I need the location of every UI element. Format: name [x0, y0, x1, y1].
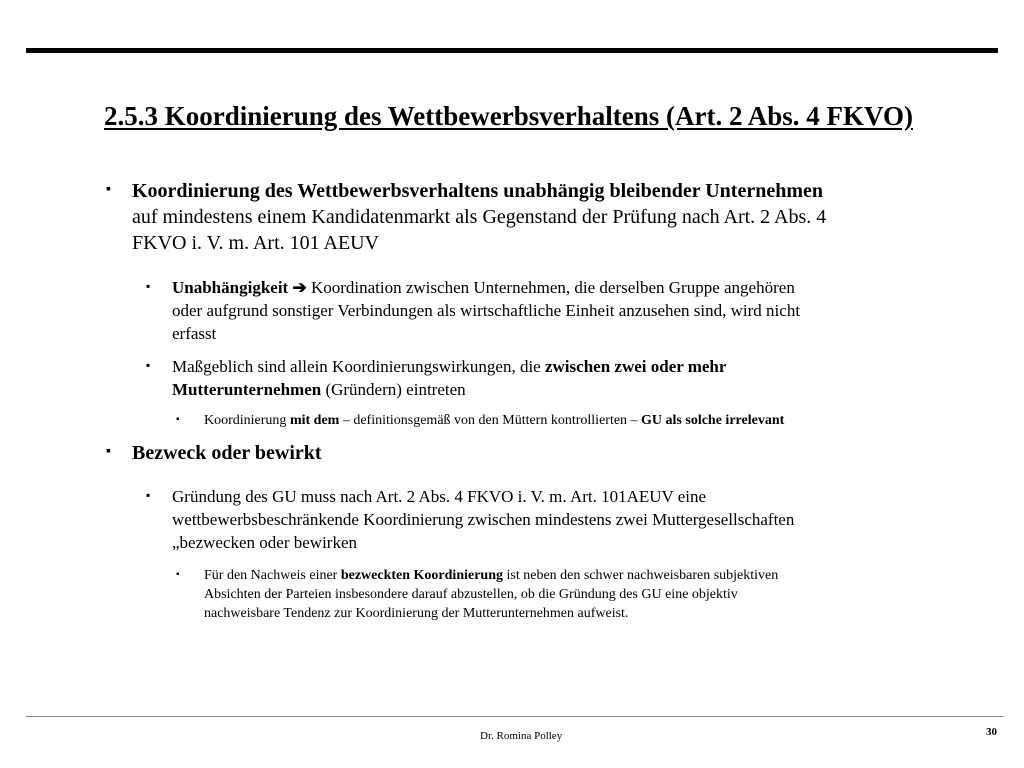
- bullet-square-icon: ▪: [106, 182, 111, 197]
- footer-author: Dr. Romina Polley: [480, 730, 563, 742]
- bullet-square-icon: ▪: [106, 444, 111, 459]
- bullet-item-7: ▪ Für den Nachweis einer bezweckten Koordinierung ist neben den schwer nachweisbaren subjektiven Absichten der Parteien insbesondere darauf abzustellen, ob die Gründung des GU eine objektiv nachweisbare Tendenz zur Koordinierung der Mutterunternehmen aufweist.: [176, 568, 779, 621]
- bullet-square-icon: ▪: [146, 488, 151, 502]
- bullet-item-1: ▪ Koordinierung des Wettbewerbsverhaltens unabhängig bleibender Unternehmen auf mindestens einem Kandidatenmarkt als Gegenstand der Prüfung nach Art. 2 Abs. 4 FKVO i. V. m. Art. 101 AEUV: [106, 180, 827, 254]
- bullet-square-icon: ▪: [146, 358, 151, 372]
- bullet-square-icon: ▪: [176, 569, 180, 580]
- top-rule: [26, 48, 998, 53]
- bottom-rule: [26, 716, 1004, 717]
- slide-title: 2.5.3 Koordinierung des Wettbewerbsverhaltens (Art. 2 Abs. 4 FKVO): [104, 101, 913, 131]
- arrow-right-icon: ➔: [292, 278, 307, 297]
- bullet-item-4: ▪ Koordinierung mit dem – definitionsgemäß von den Müttern kontrollierten – GU als solche irrelevant: [176, 413, 785, 428]
- bullet-item-2: ▪ Unabhängigkeit ➔ Koordination zwischen Unternehmen, die derselben Gruppe angehören oder aufgrund sonstiger Verbindungen als wirtschaftliche Einheit anzusehen sind, wird nicht erfasst: [146, 278, 801, 343]
- bullet-square-icon: ▪: [146, 279, 151, 293]
- bullet-item-5: ▪ Bezweck oder bewirkt: [106, 442, 322, 464]
- bullet-item-6: ▪ Gründung des GU muss nach Art. 2 Abs. 4 FKVO i. V. m. Art. 101AEUV eine wettbewerbsbeschränkende Koordinierung zwischen mindestens zwei Muttergesellschaften „bezwecken oder bewirken: [146, 487, 795, 552]
- bullet-item-3: ▪ Maßgeblich sind allein Koordinierungswirkungen, die zwischen zwei oder mehr Mutterunternehmen (Gründern) eintreten: [146, 357, 727, 399]
- page-number: 30: [986, 726, 997, 738]
- bullet-square-icon: ▪: [176, 414, 180, 425]
